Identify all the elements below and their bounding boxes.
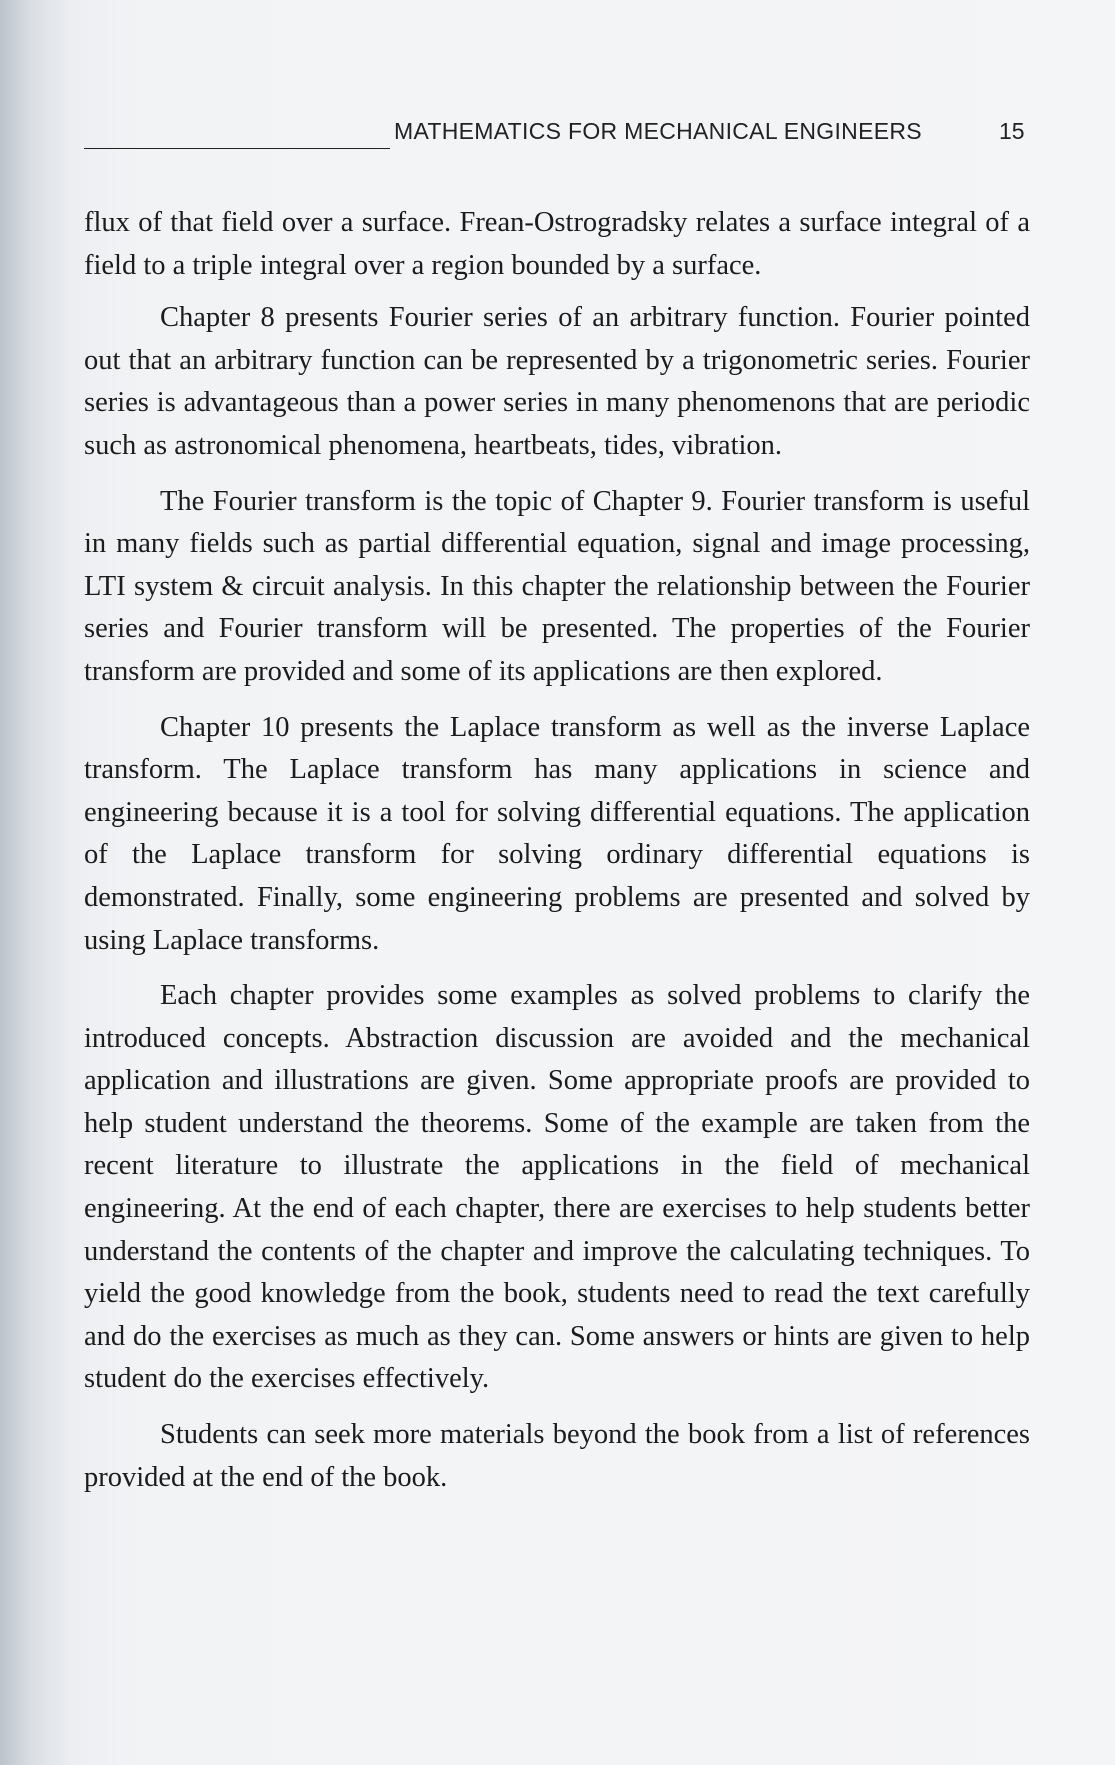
running-header [84,114,1024,154]
header-title: MATHEMATICS FOR MECHANICAL ENGINEERS [394,118,922,144]
paragraph-continuation: flux of that field over a surface. Frean-Ostrogradsky relates a surface integral of a field to a triple integral over a region bounded by a surface. [84,207,1030,281]
paragraph-chapter-8: Chapter 8 presents Fourier series of an arbitrary function. Fourier pointed out that an arbitrary function can be represented by a trigonometric series. Fourier series is advantageous than a power series in many phenomenons that are periodic such as astronomical phenomena, heartbeats, tides, vibration. [84,302,1030,461]
page-number: 15 [999,118,1025,144]
paragraph-chapter-10: Chapter 10 presents the Laplace transform as well as the inverse Laplace transform. The Laplace transform has many applications in science and engineering because it is a tool for solving differential equations. The application of the Laplace transform for solving ordinary differential equations is demonstrated. Finally, some engineering problems are presented and solved by using Laplace transforms. [84,711,1030,956]
paragraph-examples: Each chapter provides some examples as solved problems to clarify the introduced concepts. Abstraction discussion are avoided and the mechanical application and illustrations are given. Some appropriate proofs are provided to help student understand the theorems. Some of the example are taken from the recent literature to illustrate the applications in the field of mechanical engineering. At the end of each chapter, there are exercises to help students better understand the contents of the chapter and improve the calculating techniques. To yield the good knowledge from the book, students need to read the text carefully and do the exercises as much as they can. Some answers or hints are given to help student do the exercises effectively. [84,980,1030,1395]
paragraph-references: Students can seek more materials beyond the book from a list of references provided at the end of the book. [84,1419,1030,1493]
header-rule [84,148,390,149]
paragraph-chapter-9: The Fourier transform is the topic of Chapter 9. Fourier transform is useful in many fields such as partial differential equation, signal and image processing, LTI system & circuit analysis. In this chapter the relationship between the Fourier series and Fourier transform will be presented. The properties of the Fourier transform are provided and some of its applications are then explored. [84,485,1030,687]
body-text [84,202,1030,1512]
